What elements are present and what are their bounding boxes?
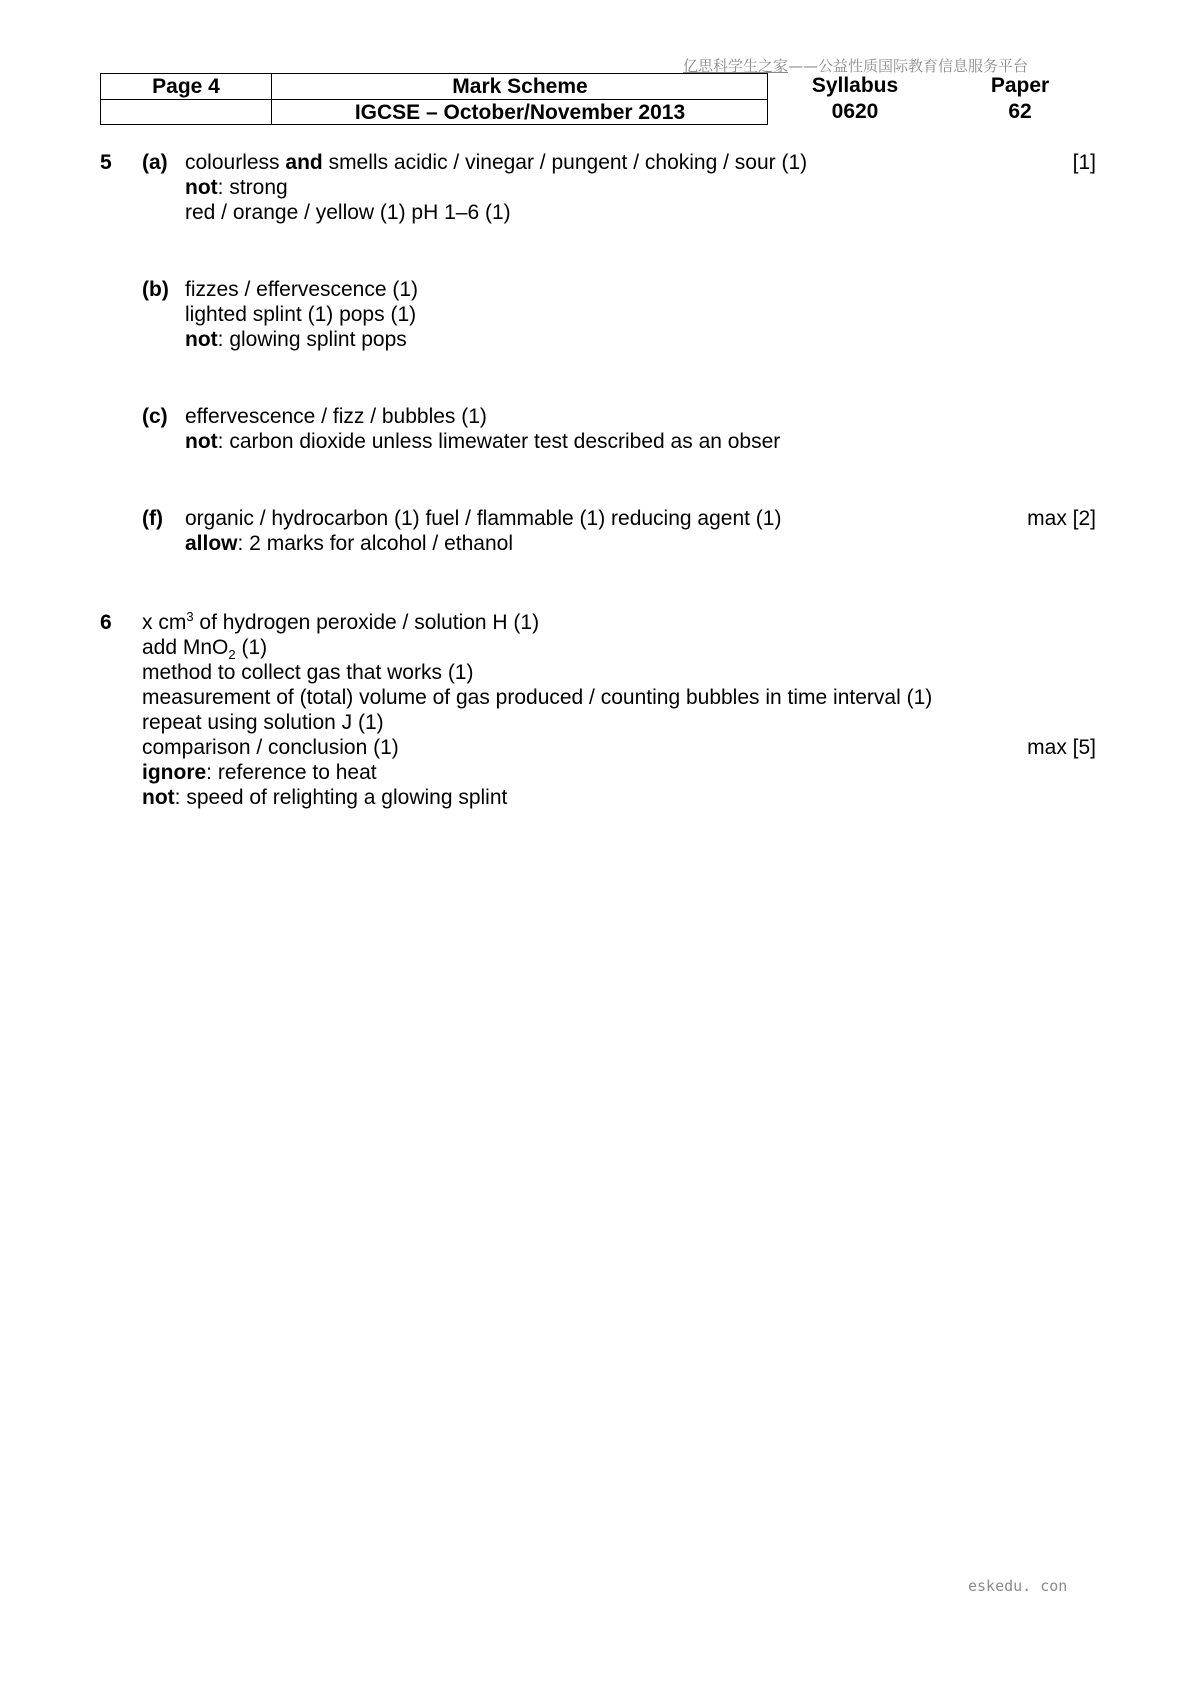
answer-6-line2: add MnO$_2$ (1) bbox=[142, 636, 268, 663]
answer-6-line7: ignore: reference to heat bbox=[142, 761, 377, 784]
answer-5f-line1: organic / hydrocarbon (1) fuel / flammable (1) reducing agent (1) bbox=[185, 507, 782, 530]
mark-5a: [1] bbox=[1072, 151, 1096, 174]
header-table bbox=[100, 73, 768, 125]
answer-5f-line2: allow: 2 marks for alcohol / ethanol bbox=[185, 532, 513, 555]
answer-6-line5: repeat using solution J (1) bbox=[142, 711, 384, 734]
syllabus-code: 0620 bbox=[831, 100, 879, 123]
answer-5b-line2: lighted splint (1) pops (1) bbox=[185, 303, 417, 326]
answer-6-line1: x $cm^3$ of hydrogen peroxide / solution H (1) bbox=[142, 609, 540, 634]
page-number: Page 4 bbox=[152, 75, 220, 98]
answer-5b-line1: fizzes / effervescence (1) bbox=[185, 278, 419, 301]
answer-5a-line3: red / orange / yellow (1) pH 1–6 (1) bbox=[185, 201, 511, 224]
exam-session: IGCSE – October/November 2013 bbox=[354, 101, 686, 124]
answer-6-line4: measurement of (total) volume of gas produced / counting bubbles in time interval (1) bbox=[142, 686, 933, 709]
part-f-label: (f) bbox=[142, 507, 163, 530]
answer-5c-line2: not: carbon dioxide unless limewater test described as an obser bbox=[185, 430, 781, 453]
document-title: Mark Scheme bbox=[452, 75, 588, 98]
answer-5a-line2: not: strong bbox=[185, 176, 288, 199]
answer-5c-line1: effervescence / fizz / bubbles (1) bbox=[185, 405, 487, 428]
question-5-number: 5 bbox=[100, 151, 112, 174]
part-a-label: (a) bbox=[142, 151, 168, 174]
answer-6-line6: comparison / conclusion (1) bbox=[142, 736, 399, 759]
answer-5a-line1: colourless and smells acidic / vinegar / pungent / choking / sour (1) bbox=[185, 151, 808, 174]
mark-5f: max [2] bbox=[1027, 507, 1096, 530]
answer-5b-line3: not: glowing splint pops bbox=[185, 328, 407, 351]
watermark-tagline: ——公益性质国际教育信息服务平台 bbox=[788, 57, 1029, 75]
syllabus-label: Syllabus bbox=[811, 74, 899, 97]
paper-label: Paper bbox=[990, 74, 1050, 97]
answer-6-line8: not: speed of relighting a glowing splint bbox=[142, 786, 508, 809]
part-b-label: (b) bbox=[142, 278, 169, 301]
mark-6: max [5] bbox=[1027, 736, 1096, 759]
watermark-site-name: 亿思科学生之家 bbox=[683, 57, 789, 75]
paper-number: 62 bbox=[1008, 100, 1032, 123]
answer-6-line3: method to collect gas that works (1) bbox=[142, 661, 474, 684]
part-c-label: (c) bbox=[142, 405, 168, 428]
footer-site-watermark: eskedu. con bbox=[968, 1577, 1068, 1595]
question-6-number: 6 bbox=[100, 611, 112, 634]
